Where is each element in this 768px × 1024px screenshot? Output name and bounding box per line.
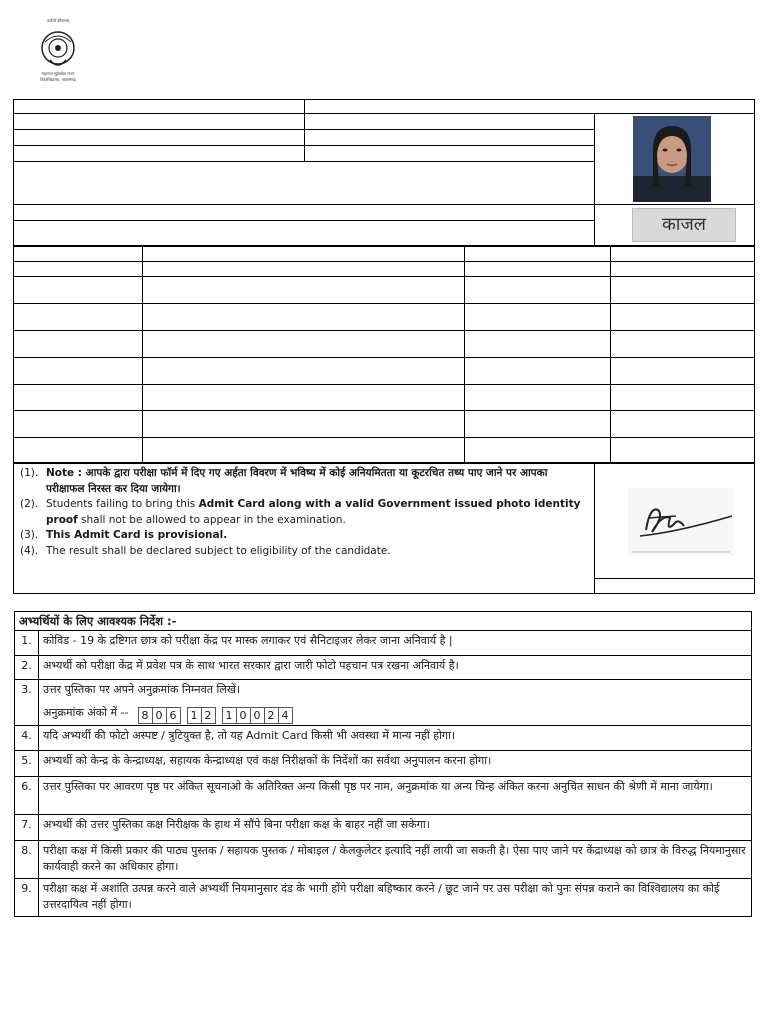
note-text: Students failing to bring this <box>46 498 199 510</box>
roll-digit: 0 <box>250 707 265 724</box>
row-divider <box>13 161 594 162</box>
university-logo <box>25 18 91 84</box>
instruction-number: 7. <box>15 815 39 840</box>
signature-scribble-icon <box>628 488 734 556</box>
column-divider <box>594 463 595 594</box>
roll-digit: 1 <box>222 707 237 724</box>
instruction-text: उत्तर पुस्तिका पर अपने अनुक्रमांक निम्नवत लिखें। <box>43 683 241 696</box>
note-text: The result shall be declared subject to eligibility of the candidate. <box>46 544 391 557</box>
note-number: (2). <box>20 498 39 510</box>
logo-top-text: कर्तव्ये कौशलम् <box>46 18 70 23</box>
row-divider <box>13 113 755 114</box>
instruction-text: अभ्यर्थी को परीक्षा केंद्र में प्रवेश पत्र के साथ भारत सरकार द्वारा जारी फोटो पहचान पत्र रखना अनिवार्य है। <box>43 659 459 672</box>
person-photo-icon <box>633 116 711 202</box>
instruction-text: यदि अभ्यर्थी की फोटो अस्पष्ट / त्रुटियुक्त है, तो यह Admit Card किसी भी अवस्था में मान्य नहीं होगा। <box>43 729 456 742</box>
instruction-text: उत्तर पुस्तिका पर आवरण पृष्ठ पर अंकित सूचनाओ के अतिरिक्त अन्य किसी पृष्ठ पर नाम, अनुक्रमांक या अन्य चिन्ह अंकित करना अनुचित साधन की श्रेणी में माना जायेगा। <box>43 780 713 793</box>
table-row-line <box>13 357 755 358</box>
note-number: (4). <box>20 544 39 557</box>
instruction-number: 2. <box>15 656 39 679</box>
note-number: (3). <box>20 529 39 541</box>
table-row-line <box>13 303 755 304</box>
instruction-number: 9. <box>15 879 39 916</box>
instruction-row <box>14 726 752 751</box>
roll-digit: 2 <box>264 707 279 724</box>
note-item <box>20 528 585 544</box>
roll-number-line <box>43 702 747 724</box>
instruction-number: 6. <box>15 777 39 814</box>
table-row-line <box>13 437 755 438</box>
table-column-line <box>610 246 611 463</box>
note-bold-text: This Admit Card is provisional. <box>46 529 228 541</box>
roll-digit: 6 <box>166 707 181 724</box>
instruction-number: 5. <box>15 751 39 776</box>
instruction-number: 4. <box>15 726 39 750</box>
roll-number-boxes <box>139 702 293 724</box>
logo-bottom-text-2: विश्वविद्यालय, आजमगढ़ <box>40 77 76 82</box>
instruction-text: परीक्षा कक्ष में अशांति उत्पन्न करने वाले अभ्यर्थी नियमानुसार दंड के भागी होंगे परीक्षा बहिष्कार करने / छूट जाने पर उस परीक्षा को पुनः संपन्न कराने का विश्विद्यालय का कोई उत्तरदायित्व नहीं होगा। <box>43 882 720 911</box>
candidate-name-signature: काजल <box>632 208 736 242</box>
roll-digit: 0 <box>152 707 167 724</box>
instruction-text: अभ्यर्थी की उत्तर पुस्तिका कक्ष निरीक्षक के हाथ में सौंपे बिना परीक्षा कक्ष के बाहर नहीं जा सकेगा। <box>43 818 430 831</box>
table-column-line <box>142 246 143 463</box>
roll-number-label: अनुक्रमांक अंको में -- <box>43 706 129 719</box>
table-row-line <box>13 330 755 331</box>
note-item <box>20 544 585 560</box>
instruction-row <box>14 631 752 656</box>
roll-digit: 0 <box>236 707 251 724</box>
row-divider <box>594 578 755 579</box>
table-row-line <box>13 261 755 262</box>
note-prefix: Note : <box>46 467 82 479</box>
instruction-body <box>39 680 751 725</box>
instruction-row <box>14 751 752 777</box>
instruction-row <box>14 879 752 917</box>
roll-digit: 4 <box>278 707 293 724</box>
instruction-text: अभ्यर्थी को केन्द्र के केन्द्राध्यक्ष, सहायक केन्द्राध्यक्ष एवं कक्ष निरीक्षकों के निर्देशों का सर्वथा अनुपालन करना होगा। <box>43 754 492 767</box>
instruction-number: 3. <box>15 680 39 725</box>
instruction-text: कोविड - 19 के द्रष्टिगत छात्र को परीक्षा केंद्र पर मास्क लगाकर एवं सैनिटाइजर लेकर जाना अनिवार्य है | <box>43 634 453 647</box>
note-bold-text: Admit Card along with a valid Government issued photo identity proof <box>46 498 581 526</box>
column-divider <box>594 113 595 246</box>
logo-bottom-text-1: महाराज सुहेलदेव राज्य <box>41 71 75 76</box>
table-row-line <box>13 276 755 277</box>
table-column-line <box>464 246 465 463</box>
note-item <box>20 466 585 497</box>
subjects-table <box>13 246 755 463</box>
row-divider <box>13 220 594 221</box>
note-text: आपके द्वारा परीक्षा फॉर्म में दिए गए अर्हता विवरण में भविष्य में कोई अनियमितता या कूटरचित तथ्य पाए जाने पर आपका परीक्षाफल निरस्त कर दिया जायेगा। <box>46 467 548 495</box>
note-text: shall not be allowed to appear in the examination. <box>77 513 346 526</box>
roll-digit: 1 <box>187 707 202 724</box>
instruction-number: 8. <box>15 841 39 878</box>
roll-digit: 8 <box>138 707 153 724</box>
note-number: (1). <box>20 467 39 479</box>
table-row-line <box>13 410 755 411</box>
column-divider <box>304 99 305 161</box>
notes-list <box>20 466 585 559</box>
instruction-row <box>14 656 752 680</box>
instruction-row <box>14 841 752 879</box>
candidate-photo <box>633 116 711 202</box>
instruction-row <box>14 680 752 726</box>
instruction-number: 1. <box>15 631 39 655</box>
row-divider <box>13 204 755 205</box>
candidate-signature <box>628 488 734 556</box>
instruction-text: परीक्षा कक्ष में किसी प्रकार की पाठ्य पुस्तक / सहायक पुस्तक / मोबाइल / केलकुलेटर इत्यादि नहीं लायी जा सकती है। ऐसा पाए जाने पर केंद्राध्यक्ष को छात्र के विरुद्ध नियमानुसार कार्यवाही करने का अधिकार होगा। <box>43 844 746 873</box>
instructions-heading: अभ्यर्थियों के लिए आवश्यक निर्देश :- <box>14 611 752 631</box>
instruction-row <box>14 815 752 841</box>
table-row-line <box>13 384 755 385</box>
note-item <box>20 497 585 528</box>
roll-digit: 2 <box>201 707 216 724</box>
instruction-row <box>14 777 752 815</box>
